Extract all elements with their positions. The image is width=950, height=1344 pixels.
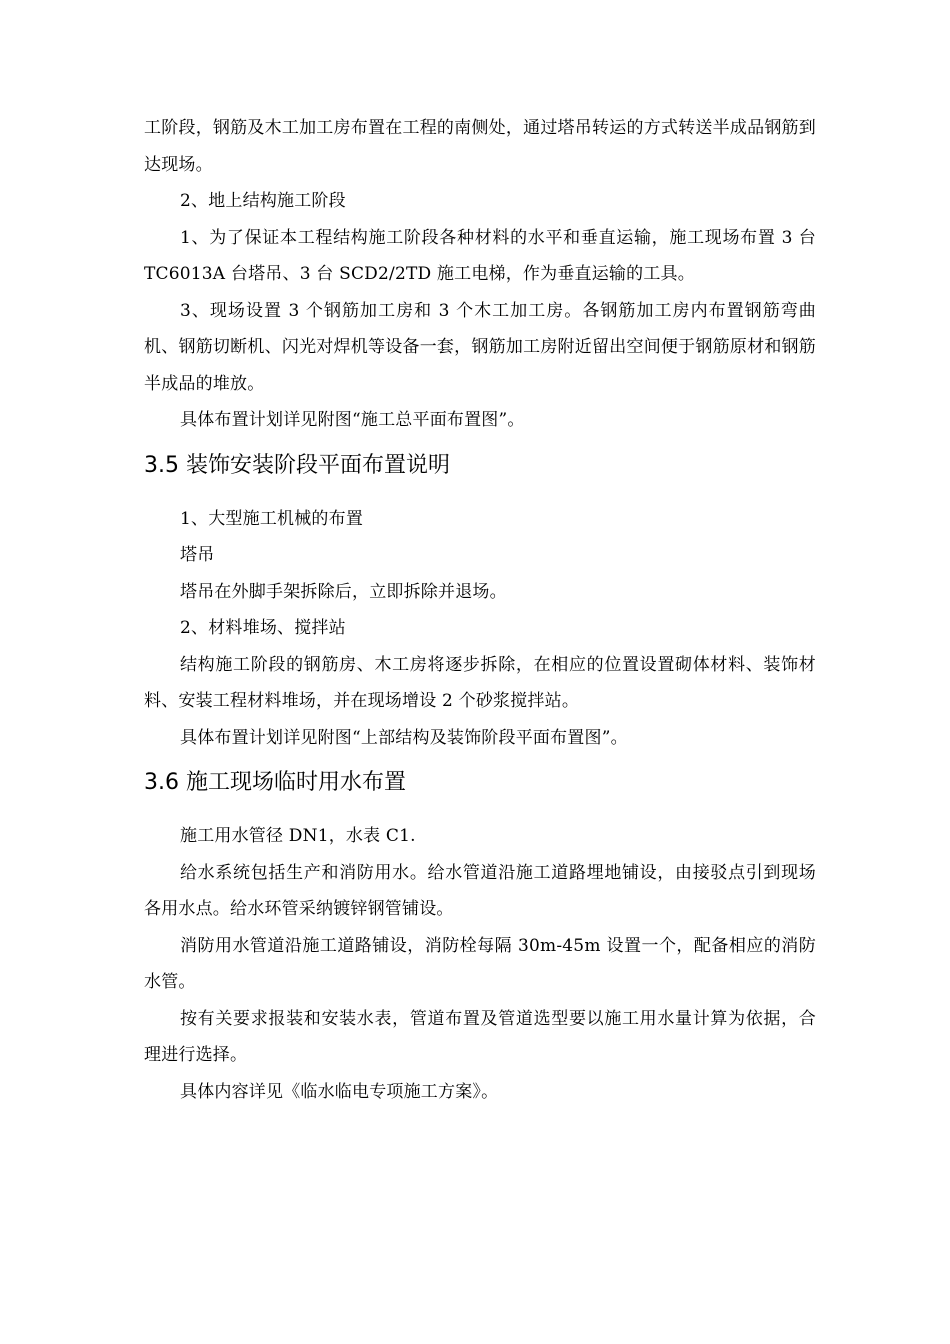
paragraph-yard-setup: 结构施工阶段的钢筋房、木工房将逐步拆除，在相应的位置设置砌体材料、装饰材料、安装工程材料堆场，并在现场增设 2 个砂浆搅拌站。 (144, 654, 816, 711)
paragraph-water-meter: 按有关要求报装和安装水表，管道布置及管道选型要以施工用水量计算为依据，合理进行选择。 (144, 1008, 816, 1065)
paragraph-processing-sheds: 3、现场设置 3 个钢筋加工房和 3 个木工加工房。各钢筋加工房内布置钢筋弯曲机、钢筋切断机、闪光对焊机等设备一套，钢筋加工房附近留出空间便于钢筋原材和钢筋半成品的堆放。 (144, 300, 816, 394)
paragraph-decoration-reference: 具体布置计划详见附图“上部结构及装饰阶段平面布置图”。 (180, 727, 628, 748)
paragraph-material-yard: 2、材料堆场、搅拌站 (180, 618, 346, 638)
paragraph-water-system: 给水系统包括生产和消防用水。给水管道沿施工道路埋地铺设，由接驳点引到现场各用水点。给水环管采纳镀锌钢管铺设。 (144, 862, 816, 919)
paragraph-tower-crane: 塔吊 (180, 545, 215, 565)
paragraph-special-plan-reference: 具体内容详见《临水临电专项施工方案》。 (180, 1081, 499, 1102)
paragraph-layout-reference: 具体布置计划详见附图“施工总平面布置图”。 (180, 410, 525, 430)
paragraph-large-machinery: 1、大型施工机械的布置 (180, 508, 364, 529)
paragraph-continued: 工阶段，钢筋及木工加工房布置在工程的南侧处，通过塔吊转运的方式转送半成品钢筋到达现场。 (144, 118, 816, 175)
paragraph-vertical-transport: 1、为了保证本工程结构施工阶段各种材料的水平和垂直运输，施工现场布置 3 台 TC6013A 台塔吊、3 台 SCD2/2TD 施工电梯，作为垂直运输的工具。 (144, 227, 816, 284)
section-heading-3-5: 3.5 装饰安装阶段平面布置说明 (144, 452, 450, 478)
section-heading-3-6: 3.6 施工现场临时用水布置 (144, 770, 406, 795)
paragraph-pipe-diameter: 施工用水管径 DN1，水表 C1. (180, 826, 416, 846)
paragraph-subtitle-above-ground: 2、地上结构施工阶段 (180, 191, 346, 211)
paragraph-crane-removal: 塔吊在外脚手架拆除后，立即拆除并退场。 (180, 581, 507, 602)
paragraph-fire-water: 消防用水管道沿施工道路铺设，消防栓每隔 30m-45m 设置一个，配备相应的消防水管。 (144, 935, 816, 992)
document-body (144, 110, 816, 1110)
